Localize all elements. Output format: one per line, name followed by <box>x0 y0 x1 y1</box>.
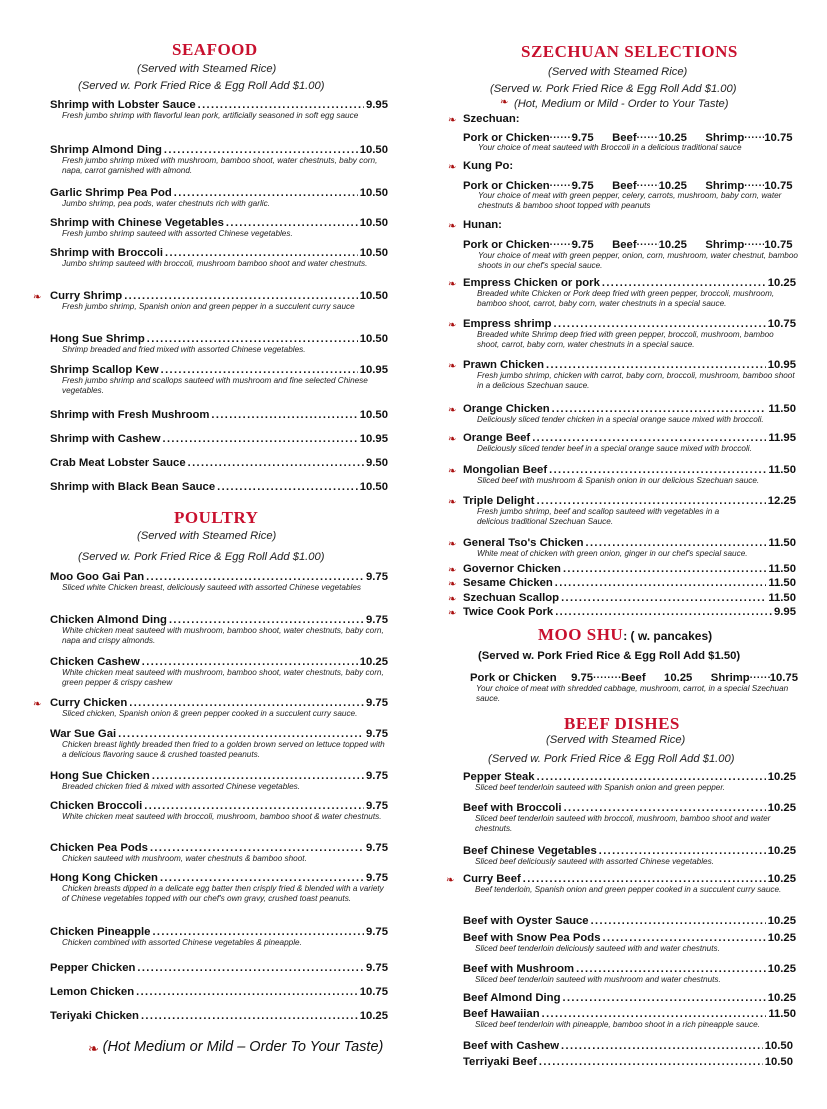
menu-item <box>50 187 388 209</box>
poultry-heading: POULTRY <box>174 508 259 527</box>
menu-item <box>463 563 796 575</box>
hot-pepper-icon: ❧ <box>448 466 457 477</box>
menu-item <box>50 697 388 719</box>
menu-item <box>463 873 796 895</box>
item-price: 11.50 <box>768 577 796 589</box>
item-description: Chicken breast lightly breaded then fried to a golden brown served on lettuce topped with a delicious flavoring sauce & crushed toasted peanuts. <box>62 740 385 759</box>
item-description: Breaded chicken fried & mixed with assorted Chinese vegetables. <box>62 782 301 791</box>
item-price: 9.75 <box>366 728 388 740</box>
pork-chicken-price: 9.75 <box>571 672 594 684</box>
item-price: 11.50 <box>768 592 796 604</box>
item-name: Empress shrimp <box>463 318 552 330</box>
shrimp-price: 10.75 <box>764 132 793 144</box>
item-price: 10.25 <box>767 932 796 944</box>
hot-pepper-icon: ❧ <box>448 579 457 590</box>
item-name: Kung Po: <box>463 160 514 172</box>
hot-pepper-icon: ❧ <box>448 565 457 576</box>
item-price: 10.50 <box>359 144 388 156</box>
menu-item <box>463 432 796 454</box>
item-price: 9.95 <box>366 99 388 111</box>
item-price: 10.25 <box>767 915 796 927</box>
shrimp-price: 10.75 <box>769 672 798 684</box>
item-name: Curry Shrimp <box>50 290 123 302</box>
item-name: General Tso's Chicken <box>463 537 584 549</box>
item-name: Beef with Mushroom <box>463 963 575 975</box>
shrimp-price: 10.75 <box>764 239 793 251</box>
item-price: 10.50 <box>359 333 388 345</box>
szechuan-served-note: (Served with Steamed Rice) <box>548 66 688 78</box>
item-name: Triple Delight <box>463 495 535 507</box>
item-name: Chicken Pea Pods <box>50 842 148 854</box>
item-price: 10.50 <box>359 217 388 229</box>
menu-item <box>50 1010 388 1022</box>
menu-item <box>50 571 388 593</box>
item-price: 10.75 <box>767 318 796 330</box>
item-price: 11.95 <box>768 432 796 444</box>
hot-pepper-icon: ❧ <box>33 699 42 710</box>
item-description: Sliced white Chicken breast, deliciously sauteed with assorted Chinese vegetables <box>62 583 362 592</box>
menu-item <box>50 457 388 469</box>
item-price: 10.50 <box>359 290 388 302</box>
menu-item <box>50 144 388 176</box>
hot-pepper-icon: ❧ <box>33 292 42 303</box>
item-name: Hunan: <box>463 219 502 231</box>
beef-price: 10.25 <box>658 239 687 251</box>
menu-item <box>50 986 388 998</box>
beef-price: 10.25 <box>664 672 693 684</box>
menu-item <box>463 592 796 604</box>
item-price: 9.75 <box>366 770 388 782</box>
item-price: 10.25 <box>767 277 796 289</box>
item-name: Chicken Pineapple <box>50 926 151 938</box>
item-description: Chicken combined with assorted Chinese vegetables & pineapple. <box>62 938 302 947</box>
item-description: Deliciously sliced tender chicken in a special orange sauce mixed with broccoli. <box>477 415 764 424</box>
item-name: Beef Hawaiian <box>463 1008 540 1020</box>
item-name: Hong Sue Shrimp <box>50 333 145 345</box>
item-name: Curry Beef <box>463 873 521 885</box>
item-description: Your choice of meat sauteed with Broccoli in a delicious traditional sauce <box>478 143 742 152</box>
shrimp-label: Shrimp <box>705 132 745 144</box>
item-name: Beef Almond Ding <box>463 992 561 1004</box>
item-description: Fresh jumbo shrimp with flavorful lean pork, artificially seasoned in soft egg sauce <box>62 111 359 120</box>
item-name: Beef Chinese Vegetables <box>463 845 597 857</box>
item-price: 9.50 <box>366 457 388 469</box>
item-description: Your choice of meat with green pepper, onion, corn, mushroom, water chestnut, bamboo shoots in our chef's special sauce. <box>478 251 798 270</box>
item-name: Shrimp with Black Bean Sauce <box>50 481 216 493</box>
menu-item <box>50 99 388 121</box>
hot-pepper-icon: ❧ <box>448 434 457 445</box>
item-name: Chicken Broccoli <box>50 800 143 812</box>
hot-pepper-icon: ❧ <box>448 162 457 173</box>
item-price: 9.75 <box>366 926 388 938</box>
item-price: 9.75 <box>366 962 388 974</box>
menu-item <box>50 290 388 312</box>
menu-item <box>463 992 796 1004</box>
item-description: Sliced beef deliciously sauteed with assorted Chinese vegetables. <box>475 857 714 866</box>
item-name: Moo Goo Gai Pan <box>50 571 145 583</box>
item-description: Breaded white Shrimp deep fried with green pepper, broccoli, mushroom, bamboo shoot, carrot, baby corn, water chestnuts in a special sauce. <box>477 330 774 349</box>
menu-item <box>463 464 796 486</box>
menu-item <box>463 577 796 589</box>
hot-pepper-icon: ❧ <box>448 497 457 508</box>
menu-item <box>463 606 796 618</box>
menu-item <box>463 318 796 350</box>
hot-pepper-icon: ❧ <box>448 594 457 605</box>
menu-item <box>463 1056 793 1068</box>
item-price: 10.95 <box>359 433 388 445</box>
item-price: 11.50 <box>768 563 796 575</box>
menu-item <box>463 359 796 391</box>
item-description: Sliced beef tenderloin sauteed with broccoli, mushroom, bamboo shoot and water chestnuts. <box>475 814 771 833</box>
item-description: Deliciously sliced tender beef in a special orange sauce mixed with broccoli. <box>477 444 752 453</box>
szechuan-spice-note: (Hot, Medium or Mild - Order to Your Taste) <box>514 98 729 110</box>
menu-item <box>463 1040 793 1052</box>
shrimp-label: Shrimp <box>705 180 745 192</box>
menu-item <box>50 614 388 646</box>
item-name: Szechuan: <box>463 113 520 125</box>
menu-item <box>50 217 388 239</box>
shrimp-label: Shrimp <box>710 672 750 684</box>
menu-item <box>463 915 796 927</box>
menu-item <box>463 771 796 793</box>
item-name: Crab Meat Lobster Sauce <box>50 457 186 469</box>
szechuan-heading: SZECHUAN SELECTIONS <box>521 42 738 61</box>
item-price: 10.95 <box>767 359 796 371</box>
hot-pepper-icon: ❧ <box>448 320 457 331</box>
menu-item <box>50 656 388 688</box>
menu-item <box>50 333 388 355</box>
beef-price: 10.25 <box>658 132 687 144</box>
pork-chicken-label: Pork or Chicken <box>463 180 550 192</box>
item-price: 10.25 <box>767 963 796 975</box>
item-price: 9.75 <box>366 697 388 709</box>
item-price: 11.50 <box>768 403 796 415</box>
item-name: Empress Chicken or pork <box>463 277 600 289</box>
item-description: Fresh jumbo shrimp and scallops sauteed with mushroom and fine selected Chinese vegetables. <box>62 376 368 395</box>
item-name: Teriyaki Chicken <box>50 1010 139 1022</box>
item-name: Pepper Steak <box>463 771 535 783</box>
item-price: 11.50 <box>768 1008 796 1020</box>
item-description: Shrimp breaded and fried mixed with assorted Chinese vegetables. <box>62 345 306 354</box>
pork-chicken-label: Pork or Chicken <box>463 239 550 251</box>
seafood-upgrade-note: (Served w. Pork Fried Rice & Egg Roll Add $1.00) <box>78 80 325 92</box>
item-name: Shrimp Almond Ding <box>50 144 162 156</box>
item-name: Shrimp with Cashew <box>50 433 161 445</box>
menu-item <box>463 277 796 309</box>
beef-price: 10.25 <box>658 180 687 192</box>
hot-pepper-icon: ❧ <box>500 97 509 108</box>
poultry-upgrade-note: (Served w. Pork Fried Rice & Egg Roll Add $1.00) <box>78 551 325 563</box>
menu-item <box>50 728 388 760</box>
item-price: 11.50 <box>768 537 796 549</box>
hot-pepper-icon: ❧ <box>448 539 457 550</box>
menu-item <box>50 872 388 904</box>
item-price: 10.25 <box>767 771 796 783</box>
mooshu-pancakes-note: : ( w. pancakes) <box>623 629 713 643</box>
beef-label: Beef <box>612 180 637 192</box>
item-name: Beef with Snow Pea Pods <box>463 932 601 944</box>
item-price: 9.95 <box>774 606 796 618</box>
item-price: 9.75 <box>366 842 388 854</box>
hot-pepper-icon: ❧ <box>448 361 457 372</box>
item-description: Sliced beef tenderloin sauteed with mushroom and water chestnuts. <box>475 975 721 984</box>
item-description: Chicken breasts dipped in a delicate egg batter then crisply fried & blended with a variety of Chinese vegetables topped with our chef's own gravy, crushed toast peanuts. <box>62 884 384 903</box>
item-name: Shrimp with Fresh Mushroom <box>50 409 210 421</box>
item-price: 10.50 <box>764 1056 793 1068</box>
item-name: Chicken Cashew <box>50 656 140 668</box>
menu-item <box>50 926 388 948</box>
mooshu-heading: MOO SHU <box>538 625 624 644</box>
item-price: 10.50 <box>359 481 388 493</box>
item-name: Pepper Chicken <box>50 962 136 974</box>
hot-pepper-icon: ❧ <box>448 279 457 290</box>
menu-item <box>463 802 796 834</box>
item-name: Mongolian Beef <box>463 464 548 476</box>
item-name: Chicken Almond Ding <box>50 614 167 626</box>
item-description: Sliced beef tenderloin sauteed with Spanish onion and green pepper. <box>475 783 726 792</box>
hot-pepper-icon: ❧ <box>448 221 457 232</box>
item-name: Prawn Chicken <box>463 359 544 371</box>
menu-item <box>50 481 388 493</box>
shrimp-label: Shrimp <box>705 239 745 251</box>
item-description: White chicken meat sauteed with broccoli, mushroom, bamboo shoot & water chestnuts. <box>62 812 382 821</box>
item-name: Hong Kong Chicken <box>50 872 158 884</box>
menu-item <box>463 1008 796 1030</box>
hot-pepper-icon: ❧ <box>448 608 457 619</box>
menu-item <box>463 537 796 559</box>
item-price: 10.95 <box>359 364 388 376</box>
item-price: 12.25 <box>767 495 796 507</box>
beef-label: Beef <box>612 132 637 144</box>
item-name: Beef with Oyster Sauce <box>463 915 589 927</box>
item-description: White chicken meat sauteed with mushroom, bamboo shoot, water chestnuts, baby corn, napa and crispy almonds. <box>62 626 384 645</box>
item-name: Orange Chicken <box>463 403 550 415</box>
item-name: Orange Beef <box>463 432 531 444</box>
item-price: 10.25 <box>359 656 388 668</box>
item-description: Beef tenderloin, Spanish onion and green pepper cooked in a succulent curry sauce. <box>475 885 782 894</box>
item-description: Jumbo shrimp, pea pods, water chestnuts rich with garlic. <box>62 199 270 208</box>
menu-item <box>50 800 388 822</box>
szechuan-upgrade-note: (Served w. Pork Fried Rice & Egg Roll Add $1.00) <box>490 83 737 95</box>
item-description: Sliced chicken, Spanish onion & green pepper cooked in a succulent curry sauce. <box>62 709 358 718</box>
menu-item <box>463 845 796 867</box>
item-name: Curry Chicken <box>50 697 128 709</box>
item-description: Chicken sauteed with mushroom, water chestnuts & bamboo shoot. <box>62 854 307 863</box>
seafood-served-note: (Served with Steamed Rice) <box>137 63 277 75</box>
item-price: 9.75 <box>366 614 388 626</box>
pork-chicken-price: 9.75 <box>571 180 594 192</box>
item-name: Terriyaki Beef <box>463 1056 537 1068</box>
item-description: Fresh jumbo shrimp, beef and scallop sauteed with vegetables in a delicious traditional Szechuan Sauce. <box>477 507 720 526</box>
item-description: Fresh jumbo shrimp sauteed with assorted Chinese vegetables. <box>62 229 293 238</box>
item-price: 10.25 <box>767 873 796 885</box>
menu-item <box>463 495 796 527</box>
item-name: Shrimp with Broccoli <box>50 247 163 259</box>
item-name: Governor Chicken <box>463 563 561 575</box>
hot-pepper-icon: ❧ <box>446 875 455 886</box>
item-description: Fresh jumbo shrimp mixed with mushroom, bamboo shoot, water chestnuts, baby corn, napa, carrot garnished with almond. <box>62 156 378 175</box>
menu-item <box>50 364 388 396</box>
item-price: 10.25 <box>359 1010 388 1022</box>
beef-label: Beef <box>621 672 646 684</box>
menu-item <box>50 842 388 864</box>
menu-item <box>50 962 388 974</box>
item-description: Sliced beef with mushroom & Spanish onion in our delicious Szechuan sauce. <box>477 476 760 485</box>
item-name: Garlic Shrimp Pea Pod <box>50 187 172 199</box>
poultry-served-note: (Served with Steamed Rice) <box>137 530 277 542</box>
seafood-heading: SEAFOOD <box>172 40 258 59</box>
shrimp-price: 10.75 <box>764 180 793 192</box>
menu-item <box>50 247 388 269</box>
pork-chicken-price: 9.75 <box>571 132 594 144</box>
item-price: 10.50 <box>359 247 388 259</box>
item-price: 10.50 <box>359 187 388 199</box>
item-price: 10.25 <box>767 802 796 814</box>
item-name: Hong Sue Chicken <box>50 770 150 782</box>
item-price: 11.50 <box>768 464 796 476</box>
item-price: 9.75 <box>366 800 388 812</box>
item-description: White meat of chicken with green onion, ginger in our chef's special sauce. <box>477 549 748 558</box>
menu-item <box>463 403 796 425</box>
beef-served-note: (Served with Steamed Rice) <box>546 734 686 746</box>
pork-chicken-price: 9.75 <box>571 239 594 251</box>
item-price: 10.50 <box>359 409 388 421</box>
item-price: 10.25 <box>767 992 796 1004</box>
item-price: 10.75 <box>359 986 388 998</box>
item-price: 9.75 <box>366 872 388 884</box>
menu-item <box>50 409 388 421</box>
beef-label: Beef <box>612 239 637 251</box>
pork-chicken-label: Pork or Chicken <box>463 132 550 144</box>
item-price: 9.75 <box>366 571 388 583</box>
item-name: Beef with Broccoli <box>463 802 562 814</box>
item-name: Szechuan Scallop <box>463 592 560 604</box>
item-description: White chicken meat sauteed with mushroom, bamboo shoot, water chestnuts, baby corn, green pepper & crispy cashew <box>62 668 384 687</box>
beef-heading: BEEF DISHES <box>564 714 680 733</box>
item-price: 10.25 <box>767 845 796 857</box>
item-description: Fresh jumbo shrimp, chicken with carrot, baby corn, broccoli, mushroom, bamboo shoot in a delicious Szechuan sauce. <box>477 371 795 390</box>
item-description: Fresh jumbo shrimp, Spanish onion and green pepper in a succulent curry sauce <box>62 302 355 311</box>
item-description: Your choice of meat with green pepper, celery, carrots, mushroom, baby corn, water chestnuts & bamboo shoot topped with peanuts <box>478 191 782 210</box>
hot-pepper-icon: ❧ <box>448 115 457 126</box>
item-name: Lemon Chicken <box>50 986 135 998</box>
mooshu-heading-row <box>538 625 712 645</box>
item-name: Shrimp Scallop Kew <box>50 364 159 376</box>
item-description: Breaded white Chicken or Pork deep fried with green pepper, broccoli, mushroom, bamboo shoot, carrot, baby corn, water chestnuts in a special sauce. <box>477 289 775 308</box>
menu-item <box>50 770 388 792</box>
pork-chicken-label: Pork or Chicken <box>470 672 557 684</box>
hot-pepper-icon: ❧ <box>448 405 457 416</box>
menu-item <box>463 963 796 985</box>
menu-item <box>463 932 796 954</box>
item-name: Shrimp with Lobster Sauce <box>50 99 196 111</box>
mooshu-upgrade-note: (Served w. Pork Fried Rice & Egg Roll Add $1.50) <box>478 650 741 662</box>
item-description: Your choice of meat with shredded cabbage, mushroom, carrot, in a special Szechuan sauce. <box>476 684 789 703</box>
spice-level-note: (Hot Medium or Mild – Order To Your Taste) <box>102 1039 384 1055</box>
item-name: War Sue Gai <box>50 728 117 740</box>
beef-upgrade-note: (Served w. Pork Fried Rice & Egg Roll Add $1.00) <box>488 753 735 765</box>
item-name: Shrimp with Chinese Vegetables <box>50 217 224 229</box>
hot-pepper-icon: ❧ <box>88 1041 99 1056</box>
menu-item <box>50 433 388 445</box>
item-description: Sliced beef tenderloin with pineapple, bamboo shoot in a rich pineapple sauce. <box>475 1020 760 1029</box>
item-description: Jumbo shrimp sauteed with broccoli, mushroom bamboo shoot and water chestnuts. <box>62 259 368 268</box>
item-name: Twice Cook Pork <box>463 606 554 618</box>
item-price: 10.50 <box>764 1040 793 1052</box>
item-description: Sliced beef tenderloin deliciously sauteed with and water chestnuts. <box>475 944 720 953</box>
item-name: Sesame Chicken <box>463 577 553 589</box>
item-name: Beef with Cashew <box>463 1040 560 1052</box>
